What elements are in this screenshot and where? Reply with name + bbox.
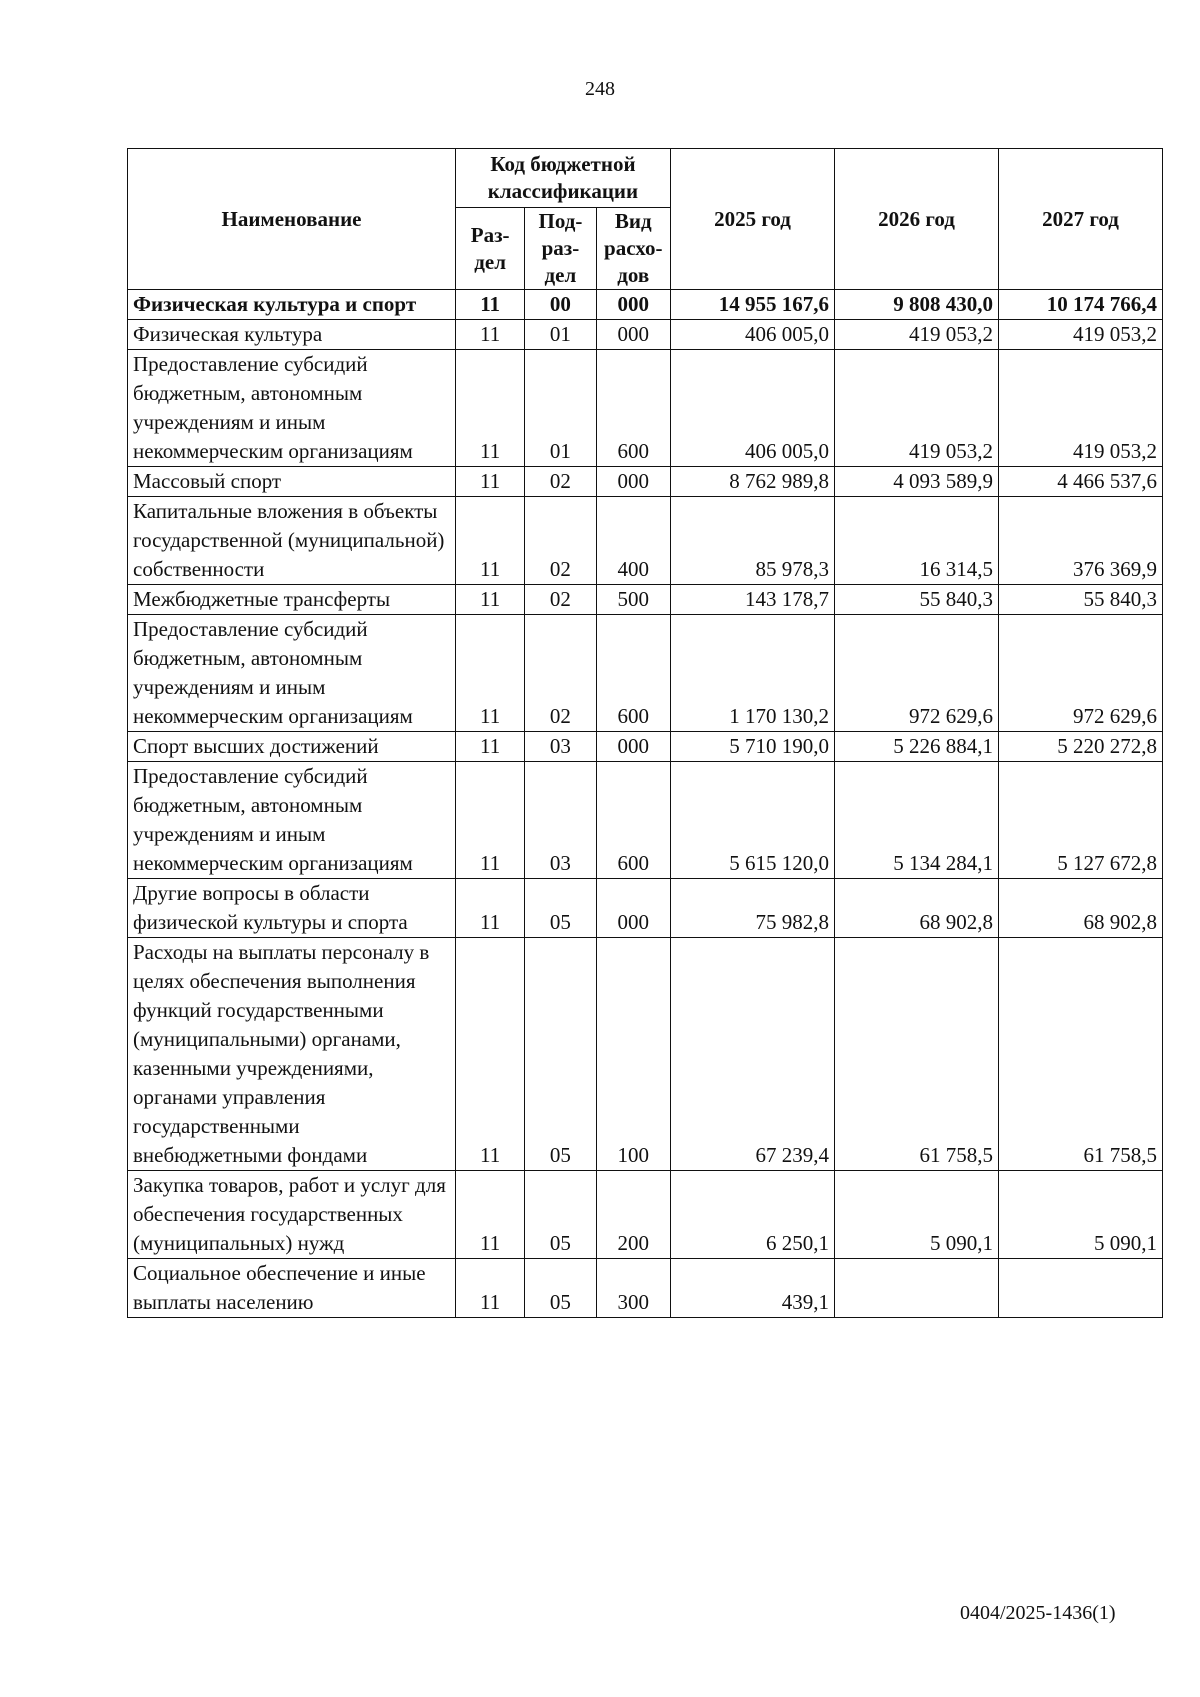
cell-2026: 5 226 884,1 (834, 732, 998, 762)
cell-section: 11 (456, 1171, 525, 1259)
cell-2025: 5 615 120,0 (670, 762, 834, 879)
cell-2025: 67 239,4 (670, 938, 834, 1171)
cell-expense-type: 100 (596, 938, 670, 1171)
cell-2027: 419 053,2 (998, 320, 1162, 350)
cell-subsection: 01 (525, 350, 596, 467)
cell-2025: 143 178,7 (670, 585, 834, 615)
table-row (128, 467, 1163, 497)
table-row (128, 350, 1163, 467)
cell-expense-type: 000 (596, 467, 670, 497)
table-row (128, 615, 1163, 732)
cell-expense-type: 000 (596, 879, 670, 938)
cell-section: 11 (456, 467, 525, 497)
cell-section: 11 (456, 615, 525, 732)
cell-2027: 55 840,3 (998, 585, 1162, 615)
cell-subsection: 00 (525, 290, 596, 320)
cell-2026: 419 053,2 (834, 350, 998, 467)
cell-2025: 5 710 190,0 (670, 732, 834, 762)
cell-2027 (998, 1259, 1162, 1318)
header-name: Наименование (128, 149, 456, 290)
cell-expense-type: 200 (596, 1171, 670, 1259)
cell-2027: 376 369,9 (998, 497, 1162, 585)
cell-name: Спорт высших достижений (128, 732, 456, 762)
cell-name: Предоставление субсидий бюджетным, автономным учреждениям и иным некоммерческим организациям (128, 615, 456, 732)
cell-2027: 5 090,1 (998, 1171, 1162, 1259)
cell-subsection: 01 (525, 320, 596, 350)
cell-name: Межбюджетные трансферты (128, 585, 456, 615)
cell-section: 11 (456, 497, 525, 585)
cell-subsection: 02 (525, 615, 596, 732)
cell-section: 11 (456, 732, 525, 762)
cell-2025: 439,1 (670, 1259, 834, 1318)
cell-name: Массовый спорт (128, 467, 456, 497)
header-expense-type: Вид расхо-дов (596, 208, 670, 290)
header-year-2025: 2025 год (670, 149, 834, 290)
cell-2026: 5 090,1 (834, 1171, 998, 1259)
cell-2026 (834, 1259, 998, 1318)
document-code: 0404/2025-1436(1) (960, 1602, 1116, 1624)
cell-2027: 68 902,8 (998, 879, 1162, 938)
cell-2025: 406 005,0 (670, 320, 834, 350)
table-row (128, 938, 1163, 1171)
cell-subsection: 02 (525, 585, 596, 615)
cell-2026: 4 093 589,9 (834, 467, 998, 497)
cell-name: Другие вопросы в области физической культуры и спорта (128, 879, 456, 938)
cell-name: Предоставление субсидий бюджетным, автономным учреждениям и иным некоммерческим организациям (128, 762, 456, 879)
table-row (128, 320, 1163, 350)
cell-2025: 75 982,8 (670, 879, 834, 938)
cell-2027: 10 174 766,4 (998, 290, 1162, 320)
cell-expense-type: 600 (596, 762, 670, 879)
cell-expense-type: 500 (596, 585, 670, 615)
cell-2025: 14 955 167,6 (670, 290, 834, 320)
table-row (128, 497, 1163, 585)
cell-subsection: 02 (525, 497, 596, 585)
cell-subsection: 05 (525, 879, 596, 938)
cell-section: 11 (456, 762, 525, 879)
cell-name: Капитальные вложения в объекты государственной (муниципальной) собственности (128, 497, 456, 585)
cell-section: 11 (456, 320, 525, 350)
table-row (128, 290, 1163, 320)
cell-2026: 972 629,6 (834, 615, 998, 732)
cell-2026: 68 902,8 (834, 879, 998, 938)
cell-2027: 5 220 272,8 (998, 732, 1162, 762)
cell-2025: 85 978,3 (670, 497, 834, 585)
page-number: 248 (585, 78, 615, 100)
cell-section: 11 (456, 290, 525, 320)
cell-2027: 5 127 672,8 (998, 762, 1162, 879)
header-code-group: Код бюджетной классификации (456, 149, 671, 208)
cell-name: Предоставление субсидий бюджетным, автономным учреждениям и иным некоммерческим организациям (128, 350, 456, 467)
cell-2026: 419 053,2 (834, 320, 998, 350)
cell-expense-type: 600 (596, 615, 670, 732)
table-row (128, 732, 1163, 762)
table-body (128, 290, 1163, 1318)
cell-2025: 1 170 130,2 (670, 615, 834, 732)
cell-2025: 406 005,0 (670, 350, 834, 467)
table-row (128, 1259, 1163, 1318)
cell-2026: 16 314,5 (834, 497, 998, 585)
cell-2025: 8 762 989,8 (670, 467, 834, 497)
header-subsection: Под-раз-дел (525, 208, 596, 290)
cell-2027: 419 053,2 (998, 350, 1162, 467)
cell-2026: 61 758,5 (834, 938, 998, 1171)
header-section: Раз-дел (456, 208, 525, 290)
cell-expense-type: 400 (596, 497, 670, 585)
cell-2026: 5 134 284,1 (834, 762, 998, 879)
budget-table (127, 148, 1163, 1318)
cell-section: 11 (456, 938, 525, 1171)
cell-expense-type: 000 (596, 290, 670, 320)
header-year-2027: 2027 год (998, 149, 1162, 290)
cell-section: 11 (456, 350, 525, 467)
cell-name: Расходы на выплаты персоналу в целях обеспечения выполнения функций государственными (муниципальными) органами, казенными учреждениями, органами управления государственными внебюджетными фондами (128, 938, 456, 1171)
cell-section: 11 (456, 879, 525, 938)
cell-expense-type: 000 (596, 320, 670, 350)
table-row (128, 762, 1163, 879)
cell-name: Закупка товаров, работ и услуг для обеспечения государственных (муниципальных) нужд (128, 1171, 456, 1259)
cell-2026: 9 808 430,0 (834, 290, 998, 320)
cell-subsection: 03 (525, 732, 596, 762)
cell-expense-type: 000 (596, 732, 670, 762)
cell-subsection: 03 (525, 762, 596, 879)
cell-expense-type: 300 (596, 1259, 670, 1318)
cell-section: 11 (456, 585, 525, 615)
table-row (128, 1171, 1163, 1259)
cell-subsection: 05 (525, 1259, 596, 1318)
cell-subsection: 02 (525, 467, 596, 497)
cell-name: Физическая культура и спорт (128, 290, 456, 320)
cell-2027: 4 466 537,6 (998, 467, 1162, 497)
table-row (128, 879, 1163, 938)
cell-2027: 61 758,5 (998, 938, 1162, 1171)
cell-2026: 55 840,3 (834, 585, 998, 615)
cell-2027: 972 629,6 (998, 615, 1162, 732)
cell-expense-type: 600 (596, 350, 670, 467)
cell-name: Социальное обеспечение и иные выплаты населению (128, 1259, 456, 1318)
cell-2025: 6 250,1 (670, 1171, 834, 1259)
cell-section: 11 (456, 1259, 525, 1318)
cell-subsection: 05 (525, 1171, 596, 1259)
cell-name: Физическая культура (128, 320, 456, 350)
cell-subsection: 05 (525, 938, 596, 1171)
table-row (128, 585, 1163, 615)
header-year-2026: 2026 год (834, 149, 998, 290)
